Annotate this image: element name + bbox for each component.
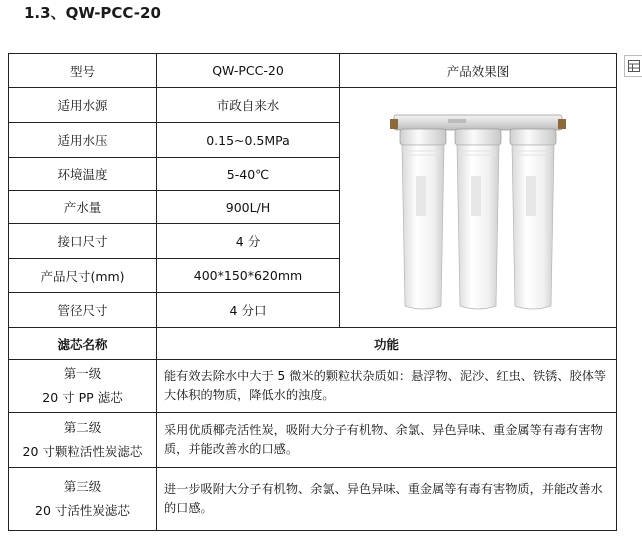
filter-name-header: 滤芯名称 [9, 328, 157, 360]
spec-label: 接口尺寸 [9, 224, 157, 259]
filter-stage-cell [9, 413, 157, 468]
filter-stage-cell [9, 360, 157, 413]
function-header: 功能 [157, 328, 617, 360]
spec-value: 400*150*620mm [157, 259, 340, 293]
spec-label: 环境温度 [9, 158, 157, 191]
product-image-cell [340, 88, 617, 328]
spec-label: 型号 [9, 54, 157, 88]
filter-stage-cell [9, 468, 157, 531]
spec-table [8, 53, 617, 531]
table-row [9, 360, 617, 413]
image-title: 产品效果图 [340, 54, 617, 88]
spec-value: QW-PCC-20 [157, 54, 340, 88]
spec-value: 0.15~0.5MPa [157, 123, 340, 158]
filter-stage: 第三级 [63, 479, 102, 494]
filter-stage: 第一级 [63, 366, 102, 381]
spec-label: 适用水源 [9, 88, 157, 123]
table-row [9, 413, 617, 468]
table-row [9, 328, 617, 360]
table-row [9, 468, 617, 531]
table-row [9, 88, 617, 123]
table-icon-glyph [628, 60, 640, 72]
filter-housing-image [388, 101, 568, 315]
filter-name: 20 寸 PP 滤芯 [42, 390, 123, 405]
spec-value: 4 分口 [157, 293, 340, 328]
table-icon[interactable] [624, 55, 642, 77]
spec-label: 产品尺寸(mm) [9, 259, 157, 293]
spec-value: 900L/H [157, 191, 340, 224]
spec-label: 适用水压 [9, 123, 157, 158]
filter-stage: 第二级 [63, 420, 102, 435]
filter-function: 能有效去除水中大于 5 微米的颗粒状杂质如：悬浮物、泥沙、红虫、铁锈、胶体等大体积的物质，降低水的浊度。 [157, 360, 617, 413]
spec-label: 产水量 [9, 191, 157, 224]
table-row [9, 54, 617, 88]
spec-label: 管径尺寸 [9, 293, 157, 328]
spec-value: 5-40℃ [157, 158, 340, 191]
filter-function: 采用优质椰壳活性炭，吸附大分子有机物、余氯、异色异味、重金属等有毒有害物质，并能改善水的口感。 [157, 413, 617, 468]
section-heading: 1.3、QW-PCC-20 [24, 4, 161, 22]
spec-value: 4 分 [157, 224, 340, 259]
filter-name: 20 寸活性炭滤芯 [35, 503, 130, 518]
filter-function: 进一步吸附大分子有机物、余氯、异色异味、重金属等有毒有害物质，并能改善水的口感。 [157, 468, 617, 531]
filter-name: 20 寸颗粒活性炭滤芯 [22, 444, 143, 459]
spec-value: 市政自来水 [157, 88, 340, 123]
